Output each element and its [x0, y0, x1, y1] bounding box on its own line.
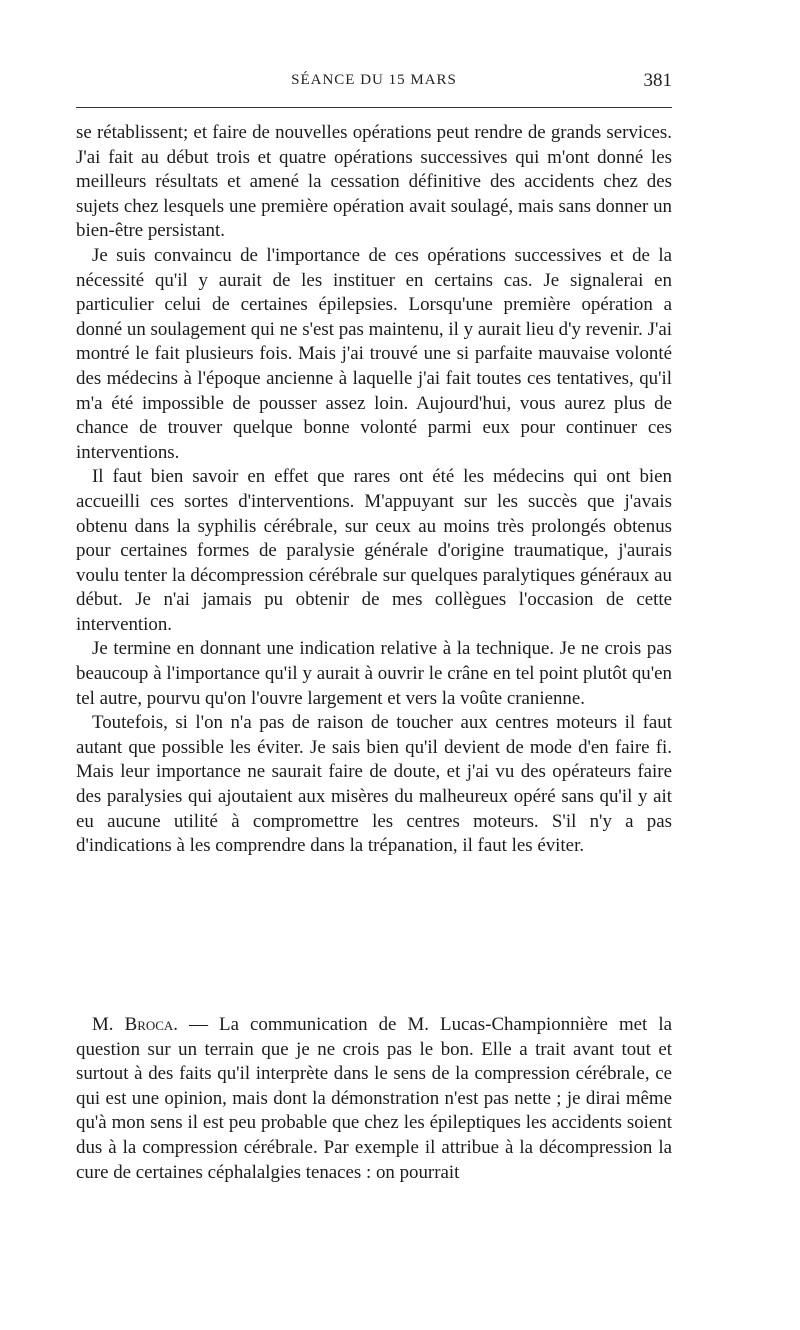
broca-text: — La communication de M. Lucas-Championnière met la question sur un terrain que je ne crois pas le bon. Elle a trait avant tout et surtout à des faits qu'il interprète dans le sens de la compression cérébrale, ce qui est une opinion, mais dont la démonstration n'est pas nette ; je dirai même qu'à mon sens il est peu probable que chez les épileptiques les accidents soient dus à la compression cérébrale. Par exemple il attribue à la décompression la cure de certaines céphalalgies tenaces : on pourrait — [76, 1014, 672, 1183]
running-head-title: SÉANCE DU 15 MARS — [291, 72, 457, 88]
paragraph: Je termine en donnant une indication relative à la technique. Je ne crois pas beaucoup à l'importance qu'il y aurait à ouvrir le crâne en tel point plutôt qu'en tel autre, pourvu qu'on l'ouvre largement et vers la voûte cranienne. — [76, 638, 672, 709]
running-head — [76, 72, 672, 100]
paragraph: Il faut bien savoir en effet que rares ont été les médecins qui ont bien accueilli ces sortes d'interventions. M'appuyant sur les succès que j'avais obtenu dans la syphilis cérébrale, sur ceux au moins très prolongés obtenus pour certaines formes de paralysie générale d'origine traumatique, j'aurais voulu tenter la décompression cérébrale sur quelques paralytiques généraux au début. Je n'ai jamais pu obtenir de mes collègues l'occasion de cette intervention. — [76, 466, 672, 635]
body-text — [76, 121, 672, 859]
broca-intervention — [76, 1013, 672, 1185]
broca-paragraph — [76, 1013, 672, 1185]
paragraph: Je suis convaincu de l'importance de ces opérations successives et de la nécessité qu'il y aurait de les instituer en certains cas. Je signalerai en particulier celui de certaines épilepsies. Lorsqu'une première opération a donné un soulagement qui ne s'est pas maintenu, il y aurait lieu d'y revenir. J'ai montré le fait plusieurs fois. Mais j'ai trouvé une si parfaite mauvaise volonté des médecins à l'époque ancienne à laquelle j'ai fait toutes ces tentatives, qu'il m'a été impossible de pousser assez loin. Aujourd'hui, vous aurez plus de chance de trouver quelque bonne volonté parmi eux pour continuer ces interventions. — [76, 244, 672, 463]
paragraph-continuation: se rétablissent; et faire de nouvelles opérations peut rendre de grands services. J'ai fait au début trois et quatre opérations successives qui m'ont donné les meilleurs résultats et amené la cessation définitive des accidents chez des sujets chez lesquels une première opération avait soulagé, mais sans donner un bien-être persistant. — [76, 122, 672, 242]
page-number: 381 — [643, 70, 672, 91]
speaker-name: Broca. — [124, 1014, 179, 1035]
paragraph: Toutefois, si l'on n'a pas de raison de toucher aux centres moteurs il faut autant que possible les éviter. Je sais bien qu'il devient de mode d'en faire fi. Mais leur importance ne saurait faire de doute, et j'ai vu des opérateurs faire des paralysies qui ajoutaient aux misères du malheureux opéré sans qu'il y ait eu aucune utilité à compromettre les centres moteurs. S'il n'y a pas d'indications à les comprendre dans la trépanation, il faut les éviter. — [76, 712, 672, 857]
header-rule — [76, 107, 672, 108]
speaker-prefix: M. — [92, 1014, 114, 1035]
